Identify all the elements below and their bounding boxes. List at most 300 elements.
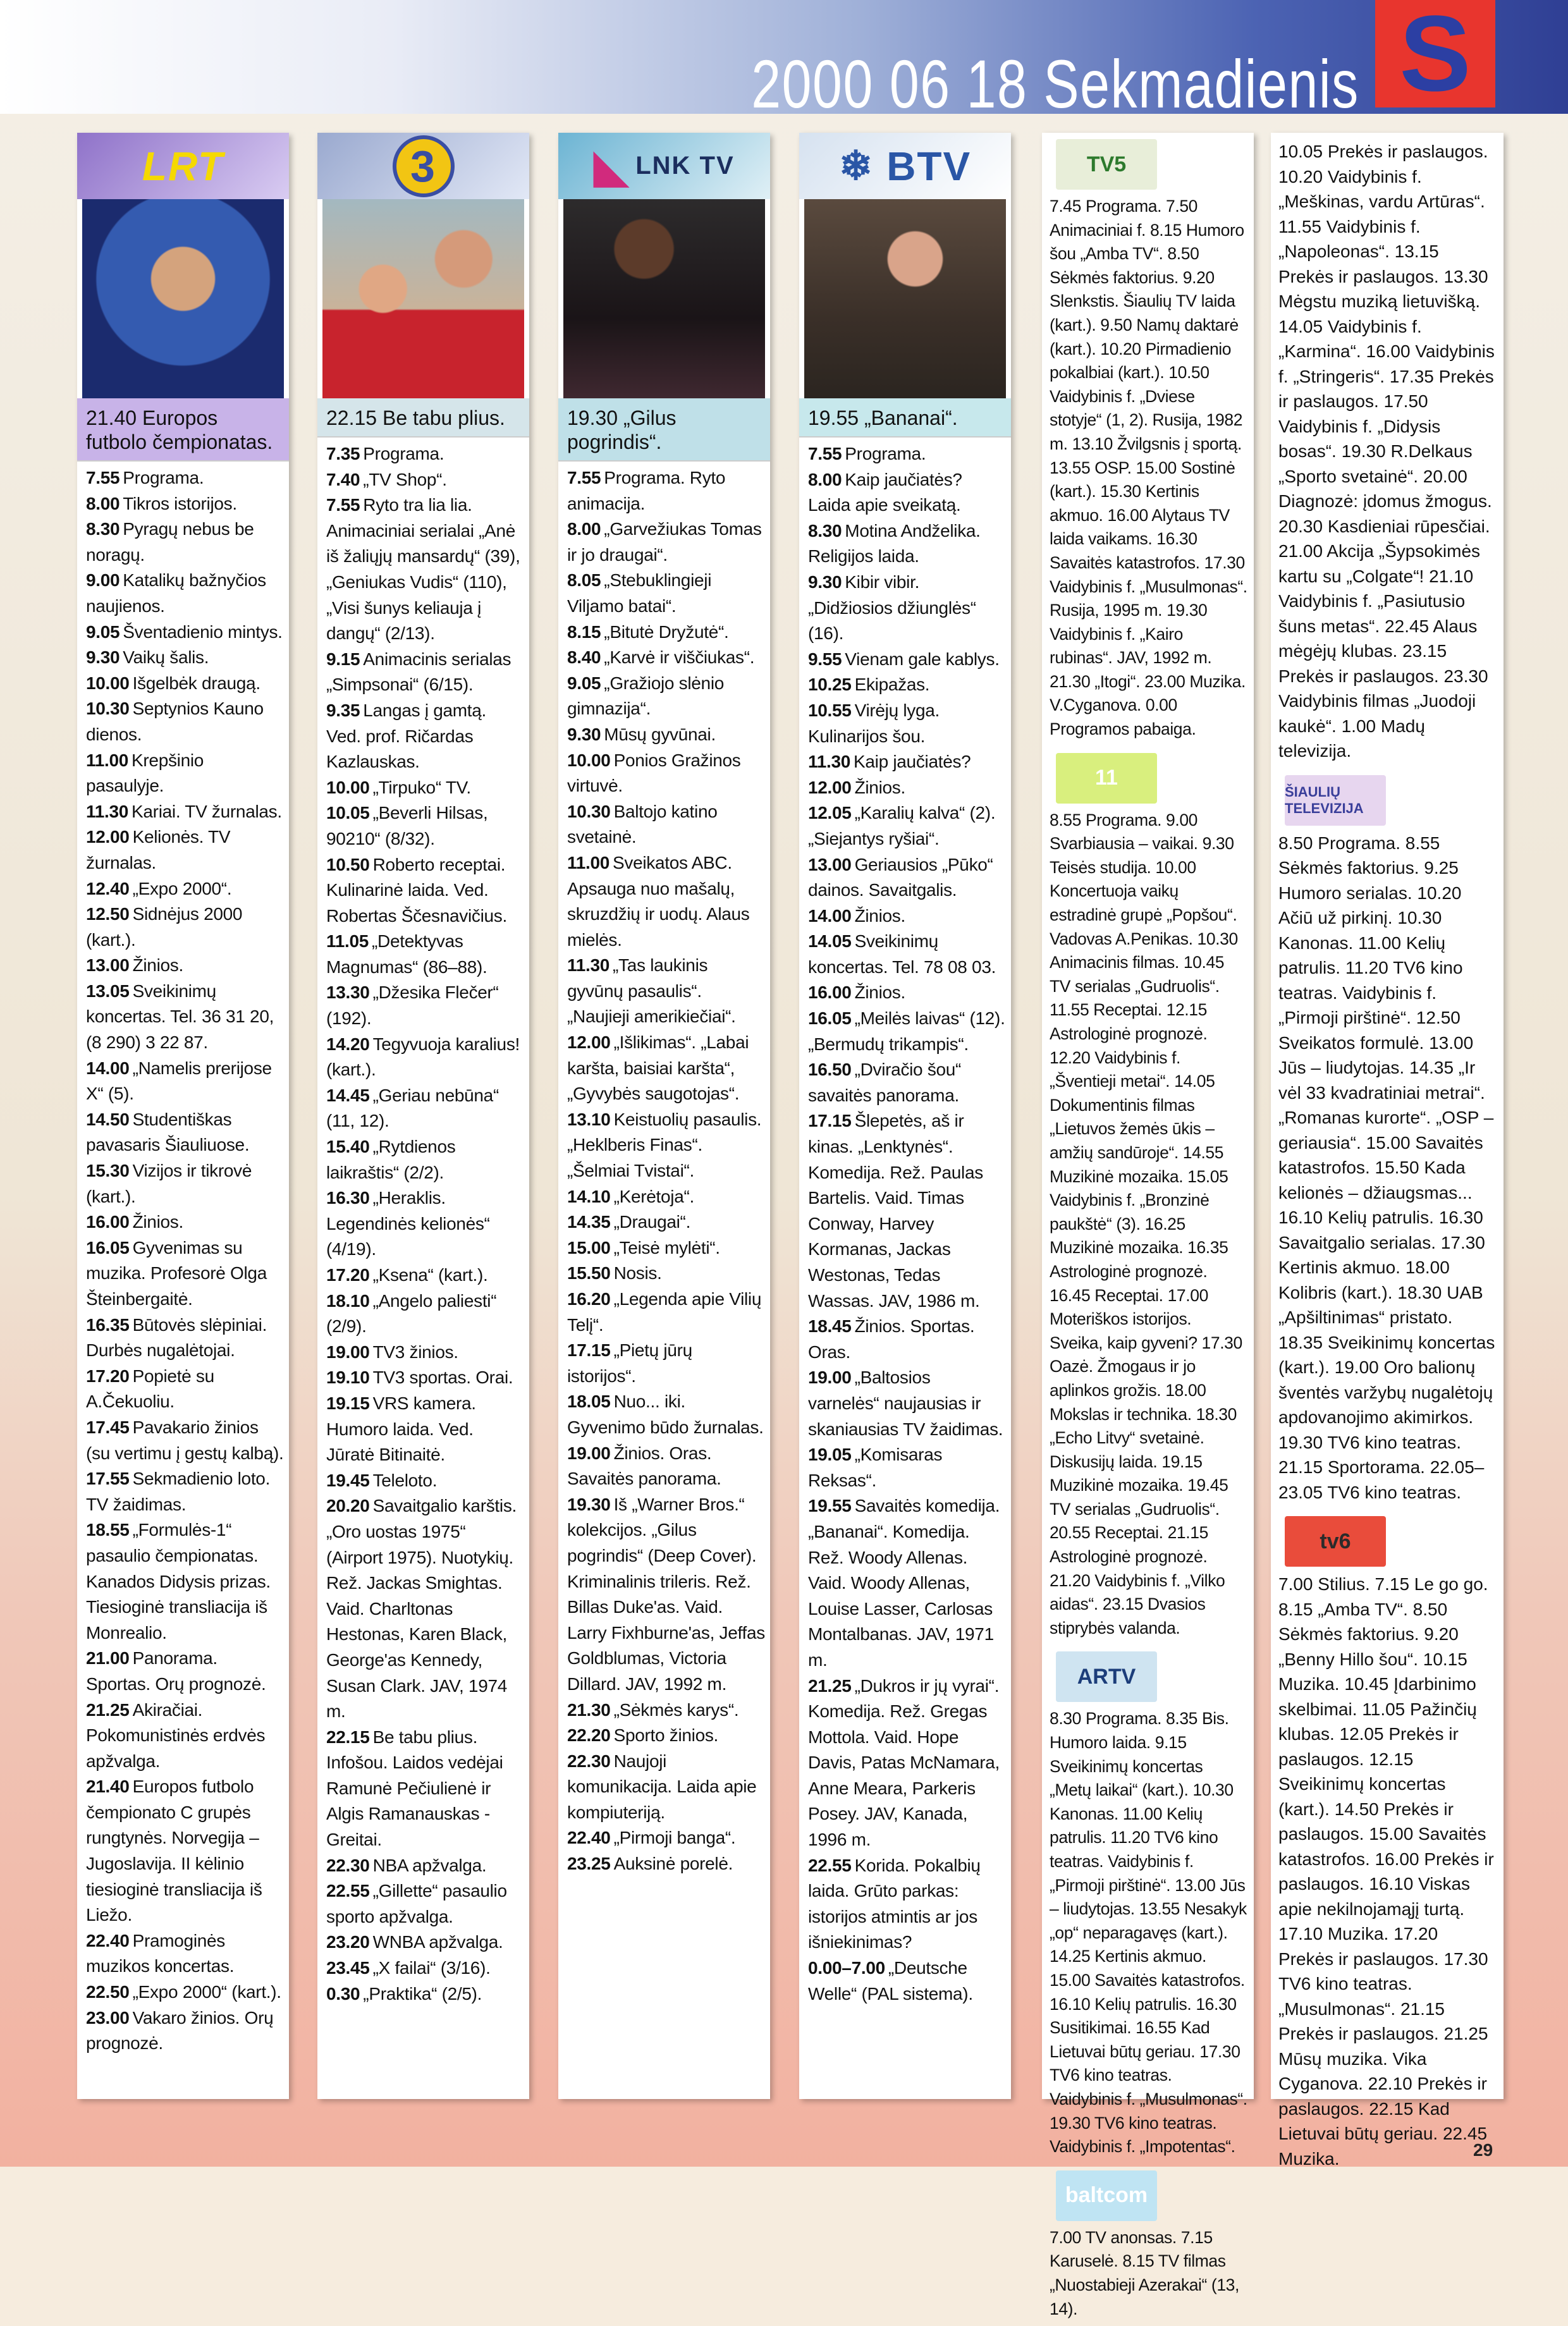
programme-time: 22.50 bbox=[86, 1982, 130, 2002]
programme-title: Popietė su A.Čekuoliu. bbox=[86, 1366, 214, 1412]
channel-highlight: 21.40 Europos futbolo čempionatas. bbox=[77, 398, 289, 462]
programme-list bbox=[558, 462, 770, 1877]
programme-title: „Formulės-1“ pasaulio čempionatas. Kanados Didysis prizas. Tiesioginė transliacija iš Monrealio. bbox=[86, 1520, 271, 1643]
programme-item bbox=[326, 467, 524, 493]
programme-title: Savaitės komedija. „Bananai“. Komedija. Rež. Woody Allenas. Vaid. Woody Allenas, Louise Lasser, Carlosas Montalbanas. JAV, 1971 m. bbox=[808, 1496, 1000, 1670]
programme-item bbox=[86, 876, 284, 902]
programme-title: Programa. bbox=[123, 468, 204, 487]
programme-item bbox=[567, 1030, 765, 1107]
programme-title: Sidnėjus 2000 (kart.). bbox=[86, 904, 243, 950]
programme-title: „Meilės laivas“ (12). „Bermudų trikampis“. bbox=[808, 1008, 1005, 1054]
programme-time: 19.55 bbox=[808, 1496, 852, 1516]
programme-time: 13.30 bbox=[326, 982, 370, 1003]
programme-item bbox=[808, 1493, 1006, 1673]
programme-title: Geriausios „Pūko“ dainos. Savaitgalis. bbox=[808, 854, 993, 900]
channel-column-lnk bbox=[558, 133, 770, 2099]
regional-channels-column bbox=[1042, 133, 1254, 2318]
programme-item bbox=[567, 568, 765, 619]
programme-item bbox=[567, 620, 765, 646]
programme-title: Naujoji komunikacija. Laida apie kompiuteriją. bbox=[567, 1751, 757, 1822]
programme-item bbox=[86, 696, 284, 747]
programme-item bbox=[567, 465, 765, 517]
programme-title: „Expo 2000“. bbox=[132, 878, 232, 898]
programme-time: 13.10 bbox=[567, 1109, 611, 1129]
programme-title: Žinios. bbox=[132, 1212, 183, 1232]
programme-item bbox=[808, 775, 1006, 801]
programme-item bbox=[86, 953, 284, 979]
programme-time: 17.15 bbox=[567, 1340, 611, 1361]
programme-time: 21.40 bbox=[86, 1777, 130, 1797]
programme-item bbox=[567, 1441, 765, 1492]
programme-time: 16.05 bbox=[86, 1237, 130, 1258]
programme-title: Išgelbėk draugą. bbox=[132, 673, 260, 693]
programme-title: NBA apžvalga. bbox=[372, 1855, 487, 1875]
programme-time: 19.15 bbox=[326, 1393, 370, 1413]
programme-title: „Praktika“ (2/5). bbox=[363, 1983, 482, 2004]
programme-time: 14.50 bbox=[86, 1109, 130, 1129]
channel-photo bbox=[322, 199, 524, 398]
programme-title: „Tas laukinis gyvūnų pasaulis“. „Naujieji amerikiečiai“. bbox=[567, 955, 736, 1027]
programme-title: Motina Andželika. Religijos laida. bbox=[808, 520, 981, 566]
programme-item bbox=[86, 517, 284, 568]
channel-photo bbox=[563, 199, 765, 398]
programme-time: 7.55 bbox=[567, 468, 601, 487]
programme-item bbox=[567, 748, 765, 799]
programme-time: 9.30 bbox=[567, 724, 601, 744]
programme-title: Sveikinimų koncertas. Tel. 78 08 03. bbox=[808, 931, 996, 977]
programme-title: Vaikų šalis. bbox=[123, 647, 209, 668]
programme-title: Roberto receptai. Kulinarinė laida. Ved. Robertas Ščesnavičius. bbox=[326, 854, 507, 926]
programme-item bbox=[326, 800, 524, 852]
programme-title: „Dviračio šou“ savaitės panorama. bbox=[808, 1060, 962, 1105]
programme-time: 0.30 bbox=[326, 1983, 360, 2004]
programme-time: 13.00 bbox=[808, 854, 852, 874]
programme-item bbox=[567, 1235, 765, 1261]
programme-item bbox=[808, 929, 1006, 980]
programme-time: 9.30 bbox=[86, 647, 120, 668]
programme-title: Kelionės. TV žurnalas. bbox=[86, 827, 231, 872]
programme-title: „Expo 2000“ (kart.). bbox=[132, 1982, 281, 2002]
programme-item bbox=[86, 1415, 284, 1466]
programme-title: Žinios. Sportas. Oras. bbox=[808, 1316, 975, 1362]
programme-title: Panorama. Sportas. Orų prognozė. bbox=[86, 1648, 266, 1694]
programme-time: 22.55 bbox=[808, 1855, 852, 1875]
programme-item bbox=[808, 1674, 1006, 1853]
programme-item bbox=[86, 1056, 284, 1107]
programme-item bbox=[808, 852, 1006, 903]
programme-time: 10.00 bbox=[86, 673, 130, 693]
programme-title: Pyragų nebus be noragų. bbox=[86, 519, 254, 565]
station-artv bbox=[1042, 1645, 1254, 2164]
channel-photo bbox=[804, 199, 1006, 398]
programme-item bbox=[808, 980, 1006, 1006]
programme-item bbox=[326, 1493, 524, 1724]
programme-time: 17.45 bbox=[86, 1417, 130, 1437]
programme-title: „Kerėtoja“. bbox=[613, 1186, 694, 1206]
programme-time: 13.05 bbox=[86, 981, 130, 1001]
programme-time: 16.00 bbox=[86, 1212, 130, 1232]
programme-item bbox=[567, 1851, 765, 1877]
programme-title: Nuo... iki. Gyvenimo būdo žurnalas. bbox=[567, 1392, 764, 1437]
programme-time: 10.25 bbox=[808, 675, 852, 695]
programme-time: 21.25 bbox=[86, 1699, 130, 1720]
programme-item bbox=[567, 1261, 765, 1287]
programme-title: „Geriau nebūna“ (11, 12). bbox=[326, 1085, 499, 1131]
programme-item bbox=[567, 1287, 765, 1338]
programme-item bbox=[86, 1980, 284, 2005]
programme-time: 21.25 bbox=[808, 1675, 852, 1696]
programme-title: „Išlikimas“. „Labai karšta, baisiai karšta“, „Gyvybės saugotojas“. bbox=[567, 1032, 749, 1104]
programme-time: 9.30 bbox=[808, 572, 842, 592]
programme-item bbox=[567, 1698, 765, 1723]
programme-item bbox=[326, 1032, 524, 1083]
programme-item bbox=[326, 1365, 524, 1391]
programme-item bbox=[86, 1209, 284, 1235]
programme-item bbox=[808, 1442, 1006, 1493]
day-letter-badge: S bbox=[1375, 0, 1495, 107]
programme-item bbox=[326, 1185, 524, 1263]
programme-item bbox=[326, 980, 524, 1031]
programme-item bbox=[326, 1288, 524, 1340]
programme-time: 19.00 bbox=[567, 1443, 611, 1463]
station-baltcom bbox=[1042, 2164, 1254, 2326]
banner-title: 2000 06 18 Sekmadienis bbox=[751, 46, 1359, 122]
programme-item bbox=[326, 1981, 524, 2007]
programme-time: 12.00 bbox=[86, 827, 130, 847]
programme-item bbox=[326, 1930, 524, 1956]
programme-title: Ryto tra lia lia. Animaciniai serialai „Anė iš žaliųjų mansardų“ (39), „Geniukas Vudis“ (110), „Visi šunys keliauja į dangų“ (2/13). bbox=[326, 495, 520, 644]
programme-time: 11.05 bbox=[326, 931, 369, 952]
programme-title: Tegyvuoja karalius! (kart.). bbox=[326, 1034, 520, 1080]
programme-time: 15.00 bbox=[567, 1237, 611, 1258]
programme-title: Krepšinio pasaulyje. bbox=[86, 750, 204, 796]
station-logo: baltcom bbox=[1056, 2170, 1157, 2221]
programme-item bbox=[326, 1340, 524, 1366]
programme-item bbox=[86, 1646, 284, 1697]
programme-time: 14.00 bbox=[808, 905, 852, 926]
programme-title: Šlepetės, aš ir kinas. „Lenktynės“. Komedija. Rež. Paulas Bartelis. Vaid. Timas Conway, Harvey Kormanas, Jackas Westonas, Tedas Wassas. JAV, 1986 m. bbox=[808, 1111, 983, 1311]
programme-time: 15.40 bbox=[326, 1137, 370, 1157]
programme-title: „Teisė mylėti“. bbox=[613, 1237, 720, 1258]
programme-title: „Karvė ir viščiukas“. bbox=[604, 647, 755, 668]
programme-time: 14.10 bbox=[567, 1186, 611, 1206]
programme-title: Akiračiai. Pokomunistinės erdvės apžvalga. bbox=[86, 1699, 266, 1771]
programme-item bbox=[567, 1723, 765, 1749]
programme-title: Šventadienio mintys. bbox=[123, 621, 283, 642]
programme-time: 17.20 bbox=[326, 1265, 370, 1285]
programme-item bbox=[808, 698, 1006, 749]
programme-time: 10.30 bbox=[86, 699, 130, 719]
programme-title: Sveikatos ABC. Apsauga nuo mašalų, skruzdžių ir uodų. Alaus mielės. bbox=[567, 852, 750, 950]
programme-title: Iš „Warner Bros.“ kolekcijos. „Gilus pogrindis“ (Deep Cover). Kriminalinis trileris. Rež. Billas Duke'as. Vaid. Larry Fixhburne'as, Jeffas Goldblumas, Victoria Dillard. JAV, 1992 m. bbox=[567, 1494, 765, 1694]
programme-time: 22.30 bbox=[567, 1751, 611, 1771]
programme-time: 12.00 bbox=[808, 777, 852, 797]
programme-time: 8.00 bbox=[808, 469, 842, 489]
programme-item bbox=[326, 698, 524, 775]
programme-time: 12.40 bbox=[86, 878, 130, 898]
programme-time: 21.00 bbox=[86, 1648, 130, 1668]
programme-time: 22.30 bbox=[326, 1855, 370, 1875]
programme-title: Žinios. bbox=[854, 905, 905, 926]
programme-item bbox=[86, 568, 284, 619]
programme-time: 14.00 bbox=[86, 1058, 130, 1078]
programme-time: 11.00 bbox=[567, 852, 610, 872]
programme-item bbox=[326, 775, 524, 801]
programme-time: 8.05 bbox=[567, 570, 601, 591]
programme-item bbox=[326, 647, 524, 698]
station-logo: 11 bbox=[1056, 753, 1157, 804]
programme-title: Baltojo katino svetainė. bbox=[567, 801, 718, 847]
programme-time: 17.20 bbox=[86, 1366, 130, 1386]
programme-title: Ekipažas. bbox=[854, 675, 930, 695]
programme-item bbox=[86, 491, 284, 517]
programme-item bbox=[86, 2005, 284, 2057]
channel-highlight: 22.15 Be tabu plius. bbox=[317, 398, 529, 438]
programme-item bbox=[326, 493, 524, 647]
programme-list bbox=[799, 438, 1011, 2007]
programme-title: Septynios Kauno dienos. bbox=[86, 699, 264, 744]
programme-item bbox=[808, 1365, 1006, 1442]
programme-time: 19.10 bbox=[326, 1368, 370, 1388]
programme-title: „Stebuklingieji Viljamo batai“. bbox=[567, 570, 712, 616]
programme-item bbox=[86, 1158, 284, 1209]
programme-time: 8.15 bbox=[567, 621, 601, 642]
programme-title: Programa. bbox=[845, 444, 926, 463]
programme-time: 16.00 bbox=[808, 982, 852, 1003]
programme-title: Tikros istorijos. bbox=[123, 493, 237, 513]
programme-time: 9.15 bbox=[326, 649, 360, 669]
programme-time: 22.40 bbox=[567, 1828, 611, 1848]
programme-title: Korida. Pokalbių laida. Grūto parkas: istorijos atmintis ar jos išniekinimas? bbox=[808, 1855, 981, 1952]
programme-title: VRS kamera. Humoro laida. Ved. Jūratė Bitinaitė. bbox=[326, 1393, 476, 1465]
programme-list bbox=[77, 462, 289, 2057]
programme-title: Būtovės slėpiniai. Durbės nugalėtojai. bbox=[86, 1314, 267, 1361]
programme-time: 15.30 bbox=[86, 1161, 130, 1181]
programme-time: 10.00 bbox=[326, 777, 370, 797]
programme-item bbox=[567, 1184, 765, 1210]
programme-title: „Heraklis. Legendinės kelionės“ (4/19). bbox=[326, 1188, 490, 1259]
programme-title: „Tirpuko“ TV. bbox=[372, 777, 471, 797]
programme-item bbox=[567, 671, 765, 722]
programme-item bbox=[808, 570, 1006, 647]
programme-time: 16.05 bbox=[808, 1008, 852, 1029]
programme-time: 14.45 bbox=[326, 1085, 370, 1105]
programme-time: 13.00 bbox=[86, 955, 130, 976]
programme-item bbox=[86, 979, 284, 1056]
programme-title: „Pirmoji banga“. bbox=[613, 1828, 736, 1848]
programme-title: „Namelis prerijose X“ (5). bbox=[86, 1058, 272, 1104]
programme-item bbox=[86, 1235, 284, 1313]
programme-item bbox=[808, 749, 1006, 775]
programme-time: 17.55 bbox=[86, 1469, 130, 1489]
programme-time: 12.05 bbox=[808, 803, 852, 823]
programme-time: 19.30 bbox=[567, 1494, 611, 1514]
programme-time: 7.55 bbox=[808, 444, 842, 463]
channel-highlight: 19.55 „Bananai“. bbox=[799, 398, 1011, 438]
programme-title: „Gillette“ pasaulio sporto apžvalga. bbox=[326, 1881, 507, 1926]
programme-item bbox=[567, 1389, 765, 1440]
programme-time: 17.15 bbox=[808, 1111, 852, 1131]
programme-time: 8.00 bbox=[567, 519, 601, 539]
programme-title: Katalikų bažnyčios naujienos. bbox=[86, 570, 266, 616]
programme-item bbox=[86, 902, 284, 953]
station-logo: ŠIAULIŲ TELEVIZIJA bbox=[1285, 775, 1386, 826]
programme-item bbox=[808, 1314, 1006, 1365]
programme-item bbox=[808, 800, 1006, 852]
programme-title: Gyvenimas su muzika. Profesorė Olga Šteinbergaitė. bbox=[86, 1237, 267, 1309]
programme-time: 11.30 bbox=[567, 955, 610, 976]
programme-time: 16.50 bbox=[808, 1060, 852, 1080]
programme-item bbox=[808, 1108, 1006, 1314]
programme-time: 11.30 bbox=[86, 801, 129, 821]
programme-time: 12.50 bbox=[86, 904, 130, 924]
programme-time: 14.20 bbox=[326, 1034, 370, 1054]
programme-time: 23.25 bbox=[567, 1854, 611, 1874]
programme-title: „Angelo paliesti“ (2/9). bbox=[326, 1290, 497, 1337]
programme-title: Žinios. bbox=[854, 982, 905, 1003]
programme-item bbox=[808, 1057, 1006, 1108]
programme-title: Studentiškas pavasaris Šiauliuose. bbox=[86, 1109, 250, 1155]
programme-title: Kibir vibir. „Didžiosios džiunglės“ (16). bbox=[808, 572, 976, 644]
programme-title: „Deutsche Welle“ (PAL sistema). bbox=[808, 1958, 973, 2004]
programme-title: „Beverli Hilsas, 90210“ (8/32). bbox=[326, 803, 488, 848]
programme-time: 18.05 bbox=[567, 1392, 611, 1412]
programme-title: Auksinė porelė. bbox=[613, 1854, 733, 1874]
programme-item bbox=[86, 1313, 284, 1364]
programme-time: 23.45 bbox=[326, 1958, 370, 1978]
programme-title: „TV Shop“. bbox=[363, 469, 447, 489]
programme-title: „Karalių kalva“ (2). „Siejantys ryšiai“. bbox=[808, 803, 996, 848]
programme-title: „Legenda apie Vilių Telį“. bbox=[567, 1289, 762, 1335]
programme-item bbox=[567, 1107, 765, 1184]
programme-item bbox=[326, 1853, 524, 1879]
programme-item bbox=[567, 1338, 765, 1389]
programme-time: 16.35 bbox=[86, 1314, 130, 1335]
programme-item bbox=[567, 517, 765, 568]
programme-time: 19.00 bbox=[326, 1342, 370, 1362]
programme-title: Be tabu plius. Infošou. Laidos vedėjai Ramunė Pečiulienė ir Algis Ramanauskas - Greitai. bbox=[326, 1727, 503, 1850]
programme-time: 18.45 bbox=[808, 1316, 852, 1337]
channel-column-tv3 bbox=[317, 133, 529, 2099]
station-siauliu-tv bbox=[1271, 769, 1504, 1510]
programme-title: Vakaro žinios. Orų prognozė. bbox=[86, 2007, 274, 2054]
channel-highlight: 19.30 „Gilus pogrindis“. bbox=[558, 398, 770, 462]
programme-time: 19.45 bbox=[326, 1470, 370, 1490]
station-logo: ARTV bbox=[1056, 1651, 1157, 1702]
station-logo: TV5 bbox=[1056, 139, 1157, 190]
programme-time: 18.55 bbox=[86, 1520, 130, 1540]
programme-time: 9.05 bbox=[86, 621, 120, 642]
station-tv11 bbox=[1042, 747, 1254, 1646]
programme-time: 10.55 bbox=[808, 700, 852, 720]
programme-time: 22.15 bbox=[326, 1727, 370, 1747]
programme-title: „Pietų jūrų istorijos“. bbox=[567, 1340, 692, 1386]
programme-title: Sekmadienio loto. TV žaidimas. bbox=[86, 1469, 271, 1514]
programme-time: 16.20 bbox=[567, 1289, 611, 1309]
programme-time: 18.10 bbox=[326, 1290, 370, 1311]
channel-column-btv bbox=[799, 133, 1011, 2099]
programme-title: „Komisaras Reksas“. bbox=[808, 1445, 943, 1490]
programme-item bbox=[86, 1107, 284, 1158]
programme-item bbox=[86, 1517, 284, 1646]
programme-item bbox=[86, 1928, 284, 1980]
station-schedule: 7.00 Stilius. 7.15 Le go go. 8.15 „Amba TV“. 8.50 Sėkmės faktorius. 9.20 „Benny Hillo šou“. 10.15 Muzika. 10.45 Įdarbinimo skelbimai. 11.05 Pažinčių klubas. 12.05 Prekės ir paslaugos. 12.15 Sveikinimų koncertas (kart.). 14.50 Prekės ir paslaugos. 15.00 Savaitės katastrofos. 16.00 Prekės ir paslaugos. 16.10 Viskas apie nekilnojamąjį turtą. 17.10 Muzika. 17.20 Prekės ir paslaugos. 17.30 TV6 kino teatras. „Musulmonas“. 21.15 Prekės ir paslaugos. 21.25 Mūsų muzika. Vika Cyganova. 22.10 Prekės ir paslaugos. 22.15 Kad Lietuvai būtų geriau. 22.45 Muzika. bbox=[1278, 1574, 1494, 2169]
programme-time: 19.05 bbox=[808, 1445, 852, 1465]
programme-item bbox=[326, 1391, 524, 1468]
lnk-logo: ◣ LNK TV bbox=[558, 133, 770, 199]
programme-item bbox=[567, 645, 765, 671]
programme-title: TV3 sportas. Orai. bbox=[372, 1368, 513, 1388]
station-tv6 bbox=[1271, 1510, 1504, 2176]
programme-title: „X failai“ (3/16). bbox=[372, 1958, 491, 1978]
programme-item bbox=[86, 1466, 284, 1517]
programme-title: Europos futbolo čempionato C grupės rungtynės. Norvegija – Jugoslavija. II kėlinio tiesioginė transliacija iš Liežo. bbox=[86, 1777, 262, 1925]
programme-item bbox=[326, 1725, 524, 1853]
programme-item bbox=[326, 852, 524, 929]
programme-time: 10.50 bbox=[326, 854, 370, 874]
programme-time: 22.20 bbox=[567, 1725, 611, 1746]
station-schedule: 7.00 TV anonsas. 7.15 Karuselė. 8.15 TV filmas „Nuostabieji Azerakai“ (13, 14). bbox=[1050, 2227, 1239, 2318]
programme-title: Vienam gale kablys. bbox=[845, 649, 1000, 669]
programme-item bbox=[326, 1468, 524, 1494]
programme-time: 12.00 bbox=[567, 1032, 611, 1053]
station-logo: tv6 bbox=[1285, 1516, 1386, 1567]
programme-item bbox=[567, 1209, 765, 1235]
programme-time: 22.40 bbox=[86, 1930, 130, 1950]
programme-item bbox=[326, 1956, 524, 1981]
programme-time: 7.55 bbox=[326, 495, 360, 515]
programme-time: 14.05 bbox=[808, 931, 852, 952]
programme-list bbox=[317, 438, 529, 2007]
programme-item bbox=[808, 903, 1006, 929]
programme-title: „Detektyvas Magnumas“ (86–88). bbox=[326, 931, 487, 977]
station-tv5 bbox=[1042, 133, 1254, 747]
programme-item bbox=[86, 1774, 284, 1928]
programme-title: Pramoginės muzikos koncertas. bbox=[86, 1930, 235, 1976]
programme-title: Žinios. bbox=[132, 955, 183, 976]
programme-time: 8.30 bbox=[86, 519, 120, 539]
programme-item bbox=[86, 620, 284, 646]
programme-title: „Ksena“ (kart.). bbox=[372, 1265, 488, 1285]
programme-time: 8.40 bbox=[567, 647, 601, 668]
programme-title: „Džesika Flečer“ (192). bbox=[326, 982, 499, 1029]
programme-time: 23.00 bbox=[86, 2007, 130, 2028]
programme-title: „Garvežiukas Tomas ir jo draugai“. bbox=[567, 519, 762, 565]
programme-time: 8.00 bbox=[86, 493, 120, 513]
programme-title: „Bitutė Dryžutė“. bbox=[604, 621, 729, 642]
programme-item bbox=[808, 647, 1006, 673]
programme-time: 0.00–7.00 bbox=[808, 1958, 885, 1978]
station-schedule: 7.45 Programa. 7.50 Animaciniai f. 8.15 Humoro šou „Amba TV“. 8.50 Sėkmės faktorius. 9.20 Slenkstis. Šiaulių TV laida (kart.). 9.50 Namų daktarė (kart.). 10.20 Pirmadienio pokalbiai (kart.). 10.50 Vaidybinis f. „Dviese stotyje“ (1, 2). Rusija, 1982 m. 13.10 Žvilgsnis į sportą. 13.55 OSP. 15.00 Sostinė (kart.). 15.30 Kertinis akmuo. 16.00 Alytaus TV laida vaikams. 16.30 Savaitės katastrofos. 17.30 Vaidybinis f. „Musulmonas“. Rusija, 1995 m. 19.30 Vaidybinis f. „Kairo rubinas“. JAV, 1992 m. 21.30 „Itogi“. 23.00 Muzika. V.Cyganova. 0.00 Programos pabaiga. bbox=[1050, 197, 1247, 739]
programme-item bbox=[808, 1006, 1006, 1057]
programme-item bbox=[86, 799, 284, 825]
programme-time: 8.30 bbox=[808, 520, 842, 541]
programme-item bbox=[567, 953, 765, 1030]
programme-item bbox=[86, 671, 284, 697]
programme-item bbox=[808, 1956, 1006, 2007]
programme-time: 11.30 bbox=[808, 752, 851, 772]
programme-item bbox=[86, 824, 284, 876]
programme-time: 16.30 bbox=[326, 1188, 370, 1208]
programme-time: 22.55 bbox=[326, 1881, 370, 1901]
programme-title: WNBA apžvalga. bbox=[372, 1932, 503, 1952]
programme-time: 19.00 bbox=[808, 1368, 852, 1388]
programme-title: „Rytdienos laikraštis“ (2/2). bbox=[326, 1137, 456, 1182]
programme-title: Programa. bbox=[363, 444, 444, 463]
programme-item bbox=[326, 1083, 524, 1134]
programme-time: 9.55 bbox=[808, 649, 842, 669]
programme-item bbox=[567, 1492, 765, 1698]
